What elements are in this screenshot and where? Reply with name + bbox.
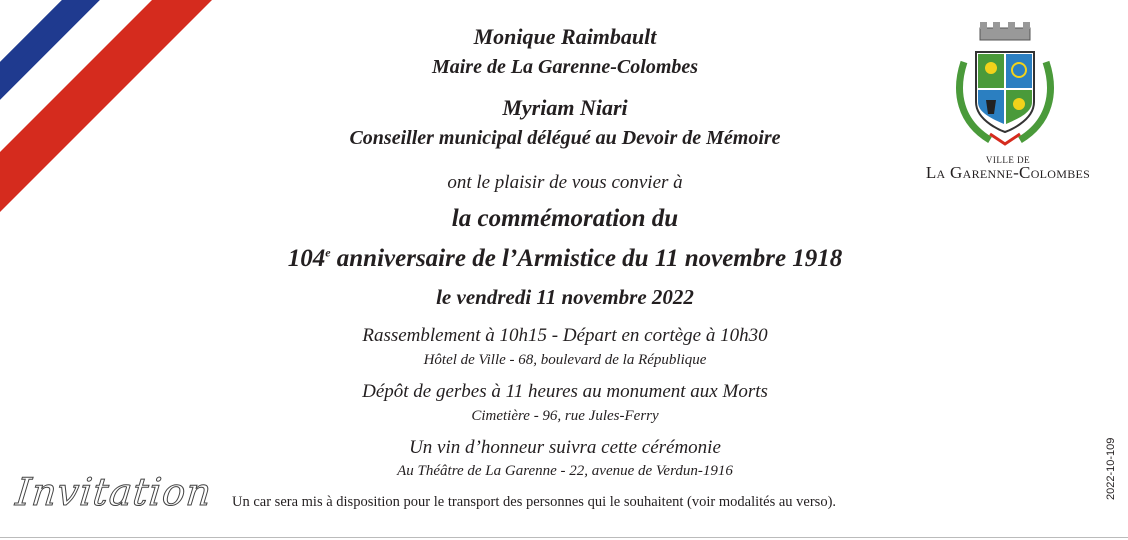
schedule-location-3: Au Théâtre de La Garenne - 22, avenue de Verdun-1916 — [397, 463, 733, 479]
host1-name: Monique Raimbault — [473, 24, 657, 49]
schedule-location-2: Cimetière - 96, rue Jules-Ferry — [471, 408, 659, 424]
event-ordinal-suffix: e — [325, 245, 331, 260]
intro-text: ont le plaisir de vous convier à — [447, 172, 683, 193]
event-line-1: la commémoration du — [451, 205, 679, 232]
event-date: le vendredi 11 novembre 2022 — [436, 285, 694, 309]
town-prefix: VILLE DE — [985, 155, 1031, 165]
event-line-2 — [190, 245, 940, 273]
bottom-rule — [0, 537, 1128, 538]
host2-name: Myriam Niari — [502, 95, 628, 120]
schedule-title-3: Un vin d’honneur suivra cette cérémonie — [409, 437, 721, 458]
host2-title: Conseiller municipal délégué au Devoir de Mémoire — [349, 127, 781, 149]
town-name: La Garenne-Colombes — [925, 163, 1091, 182]
invitation-label: Invitation — [13, 470, 215, 514]
town-crest-icon — [950, 22, 1060, 150]
event-ordinal: 104 — [287, 245, 326, 272]
schedule-title-2: Dépôt de gerbes à 11 heures au monument aux Morts — [362, 381, 768, 402]
schedule-location-1: Hôtel de Ville - 68, boulevard de la République — [423, 352, 707, 368]
schedule-title-1: Rassemblement à 10h15 - Départ en cortège à 10h30 — [362, 325, 768, 346]
event-line-2-rest: anniversaire de l’Armistice du 11 novembre 1918 — [330, 245, 843, 272]
host1-title: Maire de La Garenne-Colombes — [431, 56, 699, 78]
transport-note: Un car sera mis à disposition pour le transport des personnes qui le souhaitent (voir modalités au verso). — [232, 494, 837, 510]
reference-number: 2022-10-109 — [1105, 437, 1117, 500]
